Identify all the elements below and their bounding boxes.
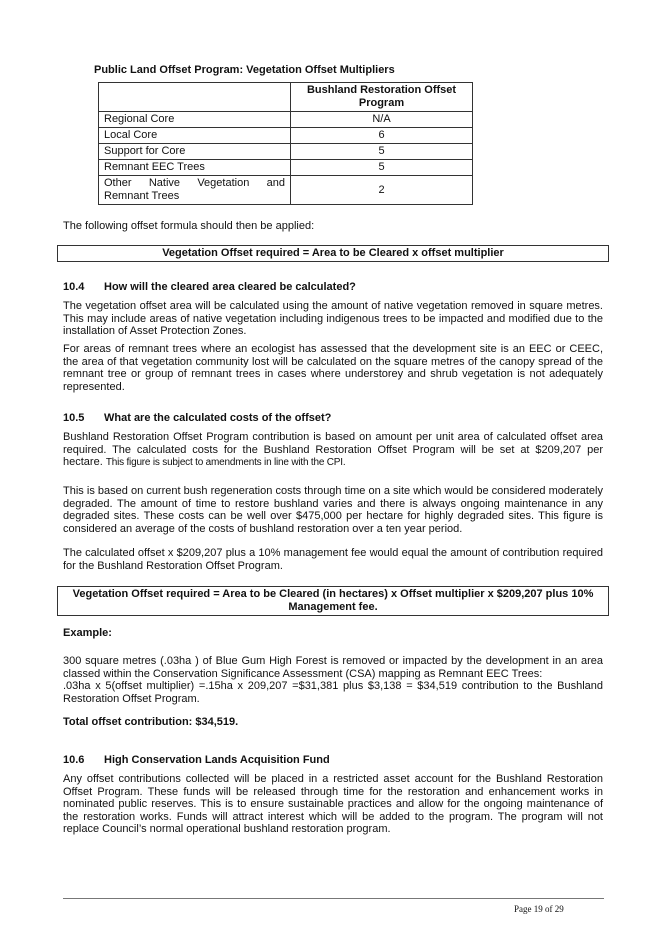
footer-divider bbox=[63, 898, 604, 899]
table-title: Public Land Offset Program: Vegetation Offset Multipliers bbox=[94, 64, 395, 76]
cpi-note: This figure is subject to amendments in line with the CPI. bbox=[105, 457, 346, 469]
paragraph-text: Bushland Restoration Offset Program contribution is based on amount per unit area of calculated offset area required. The calculated costs for the Bushland Restoration Offset Program will be set at $209,207 per hectare. bbox=[63, 431, 603, 469]
table-row bbox=[99, 112, 473, 128]
paragraph: Any offset contributions collected will be placed in a restricted asset account for the Bushland Restoration Offset Program. These funds will be released through time for the restoration and enhancement works in nominated public reserves. This is to ensure sustainable practices and allow for the ongoing maintenance of the restoration works. Funds will attract interest which will be added to the program. The program will not replace Council’s normal operational bushland restoration program. bbox=[63, 773, 603, 836]
section-number: 10.6 bbox=[63, 754, 85, 766]
paragraph: 300 square metres (.03ha ) of Blue Gum High Forest is removed or impacted by the development in an area classed within the Conservation Significance Assessment (CSA) mapping as Remnant EEC Trees: bbox=[63, 655, 603, 680]
table-header-cell: Bushland Restoration Offset Program bbox=[291, 83, 473, 112]
row-value: 5 bbox=[291, 160, 473, 176]
table-row bbox=[99, 144, 473, 160]
row-label: Other Native Vegetation and Remnant Trees bbox=[99, 176, 291, 205]
formula-box-1: Vegetation Offset required = Area to be Cleared x offset multiplier bbox=[57, 245, 609, 262]
row-label: Support for Core bbox=[99, 144, 291, 160]
page-number: Page 19 of 29 bbox=[514, 904, 564, 914]
section-title: High Conservation Lands Acquisition Fund bbox=[104, 754, 330, 766]
row-value: 6 bbox=[291, 128, 473, 144]
total-contribution: Total offset contribution: $34,519. bbox=[63, 716, 239, 728]
section-number: 10.5 bbox=[63, 412, 85, 424]
row-label: Remnant EEC Trees bbox=[99, 160, 291, 176]
table-header-row bbox=[99, 83, 473, 112]
row-label: Local Core bbox=[99, 128, 291, 144]
table-row bbox=[99, 160, 473, 176]
example-heading: Example: bbox=[63, 627, 112, 639]
row-label: Regional Core bbox=[99, 112, 291, 128]
table-header-empty bbox=[99, 83, 291, 112]
section-heading-10-6 bbox=[63, 754, 330, 766]
row-value: 2 bbox=[291, 176, 473, 205]
section-heading-10-5 bbox=[63, 412, 331, 424]
row-value: N/A bbox=[291, 112, 473, 128]
paragraph bbox=[63, 431, 603, 470]
table-row bbox=[99, 128, 473, 144]
paragraph: This is based on current bush regeneration costs through time on a site which would be considered moderately degraded. The amount of time to restore bushland varies and there is always ongoing maintenance in any degraded sites. These costs can be well over $475,000 per hectare for highly degraded sites. This figure is considered an average of the costs of bushland restoration over a ten year period. bbox=[63, 485, 603, 535]
row-value: 5 bbox=[291, 144, 473, 160]
section-title: What are the calculated costs of the offset? bbox=[104, 412, 332, 424]
multiplier-table bbox=[98, 82, 473, 205]
paragraph: For areas of remnant trees where an ecologist has assessed that the development site is an EEC or CEEC, the area of that vegetation community lost will be calculated on the square metres of the canopy spread of the remnant tree or group of remnant trees in cases where understorey and shrub vegetation is not adequately represented. bbox=[63, 343, 603, 393]
formula-intro: The following offset formula should then be applied: bbox=[63, 220, 315, 232]
section-heading-10-4 bbox=[63, 281, 356, 293]
formula-box-2: Vegetation Offset required = Area to be Cleared (in hectares) x Offset multiplier x $209,207 plus 10% Management fee. bbox=[57, 586, 609, 616]
paragraph: .03ha x 5(offset multiplier) =.15ha x 209,207 =$31,381 plus $3,138 = $34,519 contribution to the Bushland Restoration Offset Program. bbox=[63, 680, 603, 705]
section-number: 10.4 bbox=[63, 281, 85, 293]
paragraph: The vegetation offset area will be calculated using the amount of native vegetation removed in square metres. This may include areas of native vegetation including indigenous trees to be impacted and modified due to the installation of Asset Protection Zones. bbox=[63, 300, 603, 338]
section-title: How will the cleared area cleared be calculated? bbox=[104, 281, 356, 293]
table-row bbox=[99, 176, 473, 205]
paragraph: The calculated offset x $209,207 plus a 10% management fee would equal the amount of contribution required for the Bushland Restoration Offset Program. bbox=[63, 547, 603, 572]
